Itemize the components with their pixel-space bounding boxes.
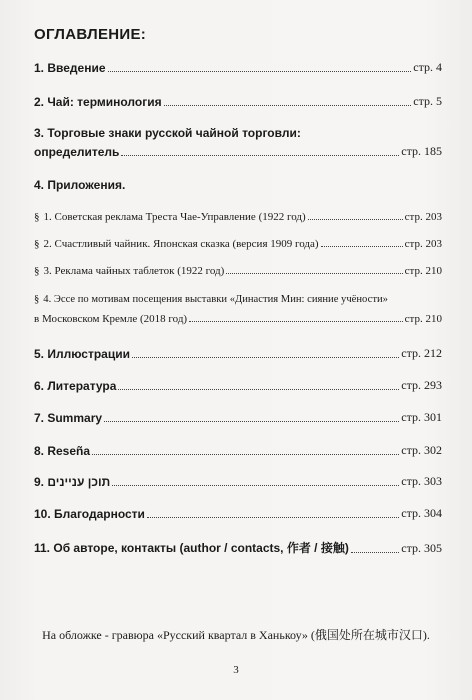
toc-entry-illustrations[interactable] — [34, 346, 442, 361]
leader-dots — [147, 516, 399, 518]
leader-dots — [104, 420, 399, 422]
toc-entry-label: 6. Литература — [34, 379, 117, 393]
toc-entry-page: стр. 303 — [401, 474, 442, 488]
toc-entry-label: 1. Введение — [34, 61, 106, 75]
toc-entry-page: стр. 5 — [413, 94, 442, 108]
toc-entry-page: стр. 293 — [401, 378, 442, 392]
toc-entry-page: стр. 305 — [401, 541, 442, 555]
toc-subentry-ming-essay[interactable] — [34, 313, 442, 325]
section-sign-icon: § — [34, 265, 40, 277]
leader-dots — [121, 154, 399, 156]
toc-entry-label: 5. Иллюстрации — [34, 347, 130, 361]
leader-dots — [132, 356, 399, 358]
toc-entry-trademarks[interactable] — [34, 144, 442, 159]
section-sign-icon: § — [34, 238, 40, 250]
toc-subentry-ming-essay-line1 — [34, 294, 388, 305]
toc-entry-page: стр. 210 — [404, 313, 442, 325]
toc-entry-summary[interactable] — [34, 410, 442, 425]
toc-entry-appendices[interactable]: 4. Приложения. — [34, 178, 126, 192]
cover-note: На обложке - гравюра «Русский квартал в Ханькоу» (俄国处所在城市汉口). — [42, 628, 430, 642]
toc-entry-page: стр. 302 — [401, 443, 442, 457]
toc-subentry-happy-teapot[interactable] — [34, 238, 442, 250]
toc-entry-page: стр. 301 — [401, 410, 442, 424]
toc-entry-introduction[interactable] — [34, 60, 442, 75]
toc-entry-label: определитель — [34, 145, 120, 159]
leader-dots — [118, 388, 399, 390]
leader-dots — [226, 272, 402, 274]
leader-dots — [108, 70, 412, 72]
toc-subentry-soviet-ad[interactable] — [34, 211, 442, 223]
toc-entry-text: 2. Счастливый чайник. Японская сказка (версия 1909 года) — [43, 238, 319, 250]
toc-entry-about-author[interactable] — [34, 539, 442, 556]
toc-entry-page: стр. 210 — [404, 265, 442, 277]
toc-entry-hebrew-contents[interactable] — [34, 474, 442, 489]
section-sign-icon: § — [34, 211, 40, 223]
toc-entry-text: 1. Советская реклама Треста Чае-Управление (1922 год) — [43, 211, 306, 223]
toc-entry-label — [34, 238, 319, 250]
toc-entry-label: 11. Об авторе, контакты (author / contacts, 作者 / 接触) — [34, 541, 349, 555]
toc-entry-text: 4. Эссе по мотивам посещения выставки «Династия Мин: сияние учёности» — [43, 294, 388, 305]
leader-dots — [112, 484, 399, 486]
toc-entry-label — [34, 265, 224, 277]
leader-dots — [308, 218, 403, 220]
toc-entry-trademarks-line1: 3. Торговые знаки русской чайной торговли: — [34, 126, 301, 140]
leader-dots — [189, 320, 403, 322]
toc-subentry-tea-tablets[interactable] — [34, 265, 442, 277]
leader-dots — [92, 453, 399, 455]
toc-entry-label: 2. Чай: терминология — [34, 95, 162, 109]
leader-dots — [321, 245, 403, 247]
toc-entry-label: в Московском Кремле (2018 год) — [34, 313, 188, 325]
toc-entry-page: стр. 203 — [404, 238, 442, 250]
toc-entry-page: стр. 304 — [401, 506, 442, 520]
toc-entry-acknowledgements[interactable] — [34, 506, 442, 521]
toc-entry-label — [34, 211, 306, 223]
toc-entry-page: стр. 203 — [404, 211, 442, 223]
toc-entry-page: стр. 4 — [413, 60, 442, 74]
leader-dots — [164, 104, 412, 106]
toc-entry-terminology[interactable] — [34, 94, 442, 109]
toc-entry-page: стр. 185 — [401, 144, 442, 158]
section-sign-icon: § — [34, 294, 40, 305]
toc-entry-literature[interactable] — [34, 378, 442, 393]
toc-heading: ОГЛАВЛЕНИЕ: — [34, 26, 147, 43]
toc-entry-label: 9. תוכן עניינים — [34, 475, 111, 489]
toc-entry-page: стр. 212 — [401, 346, 442, 360]
leader-dots — [351, 551, 399, 553]
toc-entry-text: 3. Реклама чайных таблеток (1922 год) — [43, 265, 225, 277]
toc-entry-label: 7. Summary — [34, 411, 103, 425]
page-number: 3 — [233, 664, 239, 676]
toc-entry-label: 8. Reseña — [34, 444, 91, 458]
toc-entry-resena[interactable] — [34, 443, 442, 458]
toc-entry-label: 10. Благодарности — [34, 507, 145, 521]
